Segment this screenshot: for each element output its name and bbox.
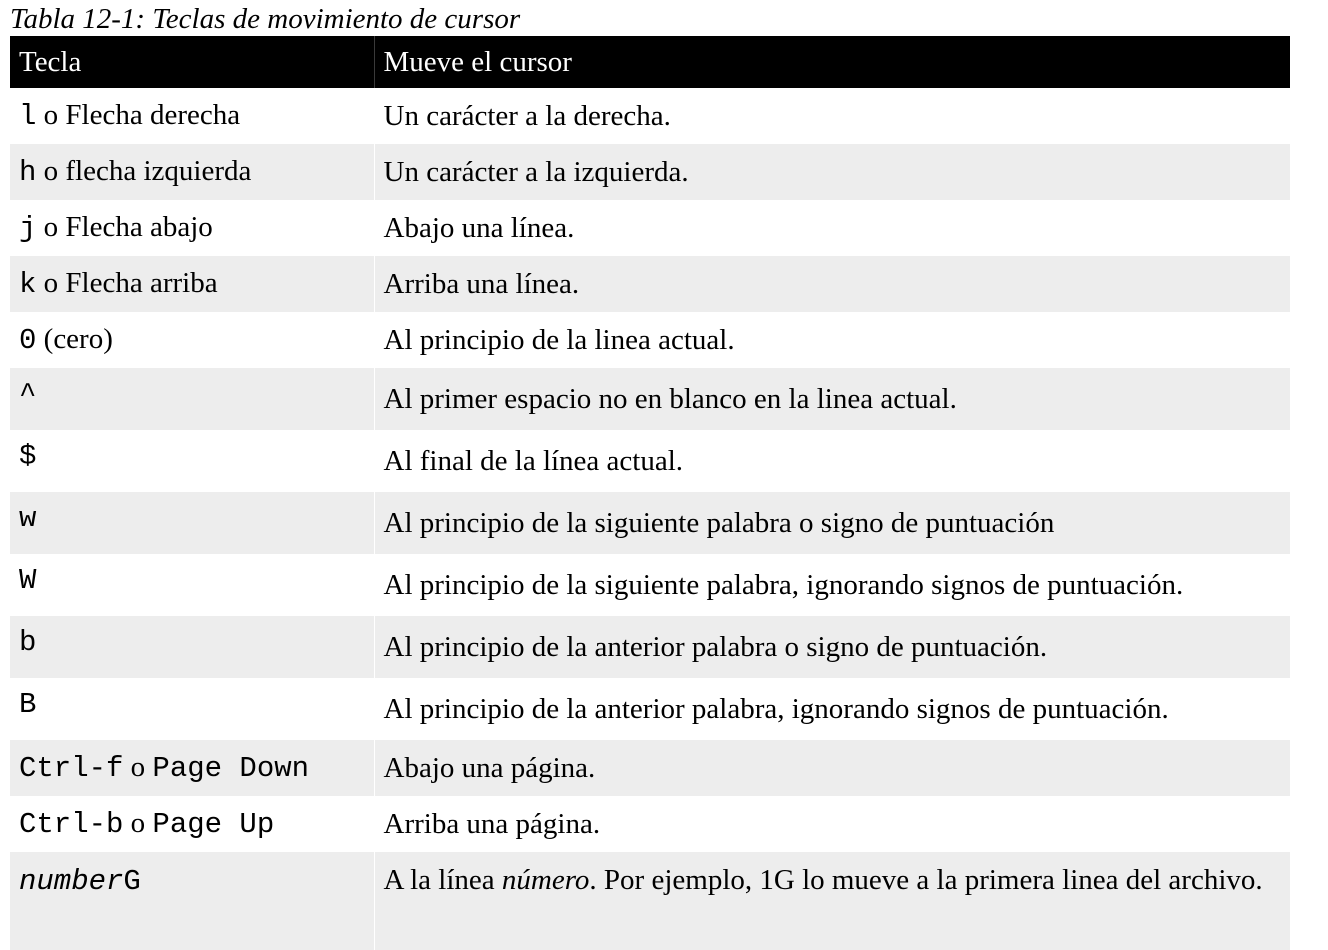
description-cell: Un carácter a la derecha.	[374, 88, 1290, 144]
description-cell: Arriba una página.	[374, 796, 1290, 852]
key-code: 0	[19, 324, 37, 357]
key-alt: Flecha abajo	[65, 211, 213, 243]
table-row	[10, 796, 1290, 852]
key-code: Ctrl-f	[19, 752, 124, 785]
key-alt: Page Down	[152, 752, 310, 785]
key-or: o	[130, 807, 146, 839]
key-cell	[10, 88, 374, 144]
description-cell: Al principio de la siguiente palabra, ignorando signos de puntuación.	[374, 554, 1290, 616]
desc-part-a: A la línea	[383, 864, 502, 896]
key-code: B	[19, 688, 37, 721]
key-cell	[10, 678, 374, 740]
table-row	[10, 678, 1290, 740]
table-row	[10, 88, 1290, 144]
key-code: $	[19, 440, 37, 473]
table-row	[10, 256, 1290, 312]
key-cell	[10, 312, 374, 368]
table-row	[10, 554, 1290, 616]
key-or: o	[43, 211, 59, 243]
key-or: o	[43, 267, 59, 299]
key-alt: flecha izquierda	[65, 155, 252, 187]
table-header-row	[10, 36, 1290, 88]
key-alt: Flecha derecha	[65, 99, 241, 131]
key-note: (cero)	[43, 323, 113, 355]
table-row	[10, 852, 1290, 950]
key-code: w	[19, 502, 37, 535]
description-cell: Al principio de la anterior palabra o signo de puntuación.	[374, 616, 1290, 678]
key-cell	[10, 616, 374, 678]
description-cell: Un carácter a la izquierda.	[374, 144, 1290, 200]
desc-italic: número	[501, 864, 590, 896]
key-code: ^	[19, 378, 37, 411]
key-cell	[10, 144, 374, 200]
description-cell: Al principio de la linea actual.	[374, 312, 1290, 368]
key-cell	[10, 554, 374, 616]
description-cell	[374, 852, 1290, 950]
description-cell: Al principio de la siguiente palabra o signo de puntuación	[374, 492, 1290, 554]
description-cell: Arriba una línea.	[374, 256, 1290, 312]
key-cell	[10, 430, 374, 492]
table-row	[10, 200, 1290, 256]
key-or: o	[43, 99, 59, 131]
key-code: k	[19, 268, 37, 301]
table-caption: Tabla 12-1: Teclas de movimiento de cursor	[10, 3, 521, 35]
key-code-italic: number	[19, 865, 124, 898]
key-code: W	[19, 564, 37, 597]
description-cell: Al final de la línea actual.	[374, 430, 1290, 492]
key-or: o	[43, 155, 59, 187]
desc-part-b: . Por ejemplo, 1G lo mueve a la primera linea del archivo.	[589, 864, 1263, 896]
key-cell	[10, 368, 374, 430]
key-alt: Page Up	[152, 808, 275, 841]
table-row	[10, 312, 1290, 368]
table-row	[10, 144, 1290, 200]
table-row	[10, 740, 1290, 796]
table-row	[10, 368, 1290, 430]
table-row	[10, 492, 1290, 554]
key-code: b	[19, 626, 37, 659]
key-alt: Flecha arriba	[65, 267, 218, 299]
key-code: l	[19, 100, 37, 133]
key-cell	[10, 852, 374, 950]
key-code-suffix: G	[123, 865, 141, 898]
key-cell	[10, 796, 374, 852]
key-cell	[10, 492, 374, 554]
description-cell: Abajo una línea.	[374, 200, 1290, 256]
description-cell: Al principio de la anterior palabra, ignorando signos de puntuación.	[374, 678, 1290, 740]
key-code: Ctrl-b	[19, 808, 124, 841]
table-row	[10, 616, 1290, 678]
cursor-keys-table	[10, 36, 1290, 950]
key-cell	[10, 740, 374, 796]
table-row	[10, 430, 1290, 492]
header-key: Tecla	[10, 36, 374, 88]
description-cell: Abajo una página.	[374, 740, 1290, 796]
header-moves: Mueve el cursor	[374, 36, 1290, 88]
key-code: h	[19, 156, 37, 189]
description-cell: Al primer espacio no en blanco en la linea actual.	[374, 368, 1290, 430]
key-code: j	[19, 212, 37, 245]
key-cell	[10, 200, 374, 256]
key-or: o	[130, 751, 146, 783]
key-cell	[10, 256, 374, 312]
